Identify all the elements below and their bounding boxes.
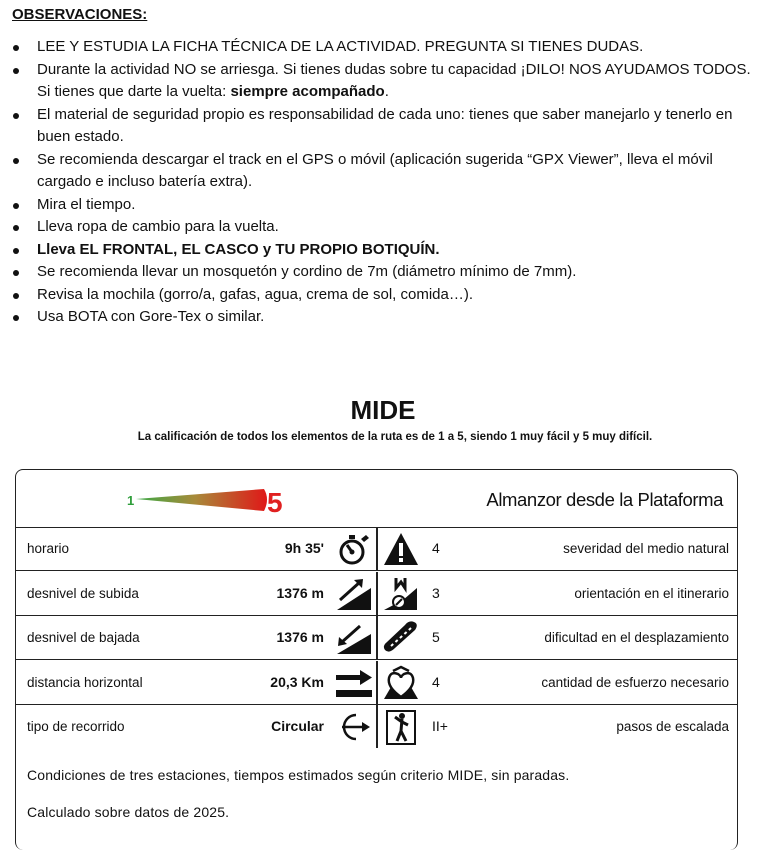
list-item [10, 216, 762, 239]
list-item-text: El material de seguridad propio es responsabilidad de cada uno: tienes que saber manejarlo y tenerlo en buen estado. [37, 105, 733, 145]
warning-triangle-icon [381, 531, 421, 567]
observations-list [10, 36, 762, 329]
list-item-text: Mira el tiempo. [37, 195, 136, 213]
column-divider [376, 616, 378, 659]
row-score: 4 [432, 673, 440, 690]
orientation-sign-icon [381, 576, 421, 612]
scale-max-label: 5 [267, 487, 283, 516]
circular-route-icon [334, 709, 374, 745]
heart-effort-icon [381, 665, 421, 701]
observations-title: OBSERVACIONES: [12, 6, 148, 23]
mide-footnote: Condiciones de tres estaciones, tiempos estimados según criterio MIDE, sin paradas. [27, 767, 570, 783]
mide-subtitle: La calificación de todos los elementos de la ruta es de 1 a 5, siendo 1 muy fácil y 5 muy difícil. [137, 431, 653, 443]
mide-row-horario [16, 527, 737, 571]
difficulty-scale-icon [124, 484, 299, 516]
row-label: desnivel de subida [27, 585, 139, 601]
list-item-text: Revisa la mochila (gorro/a, gafas, agua, crema de sol, comida…). [37, 285, 474, 303]
row-score: II+ [432, 718, 448, 734]
ascent-icon [334, 576, 374, 612]
column-divider [376, 661, 378, 704]
climber-icon [381, 709, 421, 745]
list-item [10, 306, 762, 329]
mide-title: MIDE [350, 395, 416, 425]
mide-footnote: Calculado sobre datos de 2025. [27, 804, 230, 820]
list-item [10, 149, 762, 194]
column-divider [376, 705, 378, 748]
list-item [10, 239, 762, 262]
list-item [10, 261, 762, 284]
mide-row-distancia [16, 661, 737, 705]
row-right-label: severidad del medio natural [563, 541, 729, 556]
row-right-label: dificultad en el desplazamiento [544, 630, 729, 645]
scale-min-label: 1 [127, 493, 135, 508]
row-label: distancia horizontal [27, 674, 143, 690]
row-label: tipo de recorrido [27, 719, 125, 734]
list-item-text: LEE Y ESTUDIA LA FICHA TÉCNICA DE LA ACTIVIDAD. PREGUNTA SI TIENES DUDAS. [37, 38, 644, 55]
list-item-text: Se recomienda llevar un mosquetón y cordino de 7m (diámetro mínimo de 7mm). [37, 263, 577, 280]
list-item-text: Durante la actividad NO se arriesga. Si tienes dudas sobre tu capacidad ¡DILO! NOS AYUDAMOS TODOS. Si tienes que darte la vuelta: [37, 60, 751, 100]
mide-card [15, 469, 738, 850]
row-value: 20,3 Km [270, 673, 324, 690]
row-score: 5 [432, 629, 440, 645]
mide-row-desnivel-bajada [16, 616, 737, 660]
route-name: Almanzor desde la Plataforma [486, 489, 723, 510]
list-item [10, 104, 762, 149]
list-item [10, 194, 762, 217]
list-item [10, 36, 762, 59]
row-right-label: orientación en el itinerario [574, 585, 729, 601]
mide-row-desnivel-subida [16, 572, 737, 616]
row-label: horario [27, 541, 70, 556]
row-right-label: pasos de escalada [616, 719, 729, 734]
column-divider [376, 572, 378, 615]
descent-icon [334, 620, 374, 656]
row-label: desnivel de bajada [27, 630, 140, 645]
row-right-label: cantidad de esfuerzo necesario [541, 674, 729, 690]
row-value: Circular [271, 718, 324, 734]
list-item [10, 59, 762, 104]
list-item-text: Se recomienda descargar el track en el GPS o móvil (aplicación sugerida “GPX Viewer”, lleva el móvil cargado e incluso batería extra). [37, 150, 713, 190]
distance-arrow-icon [334, 665, 374, 701]
stopwatch-icon [334, 531, 374, 567]
mide-row-tipo-recorrido [16, 705, 737, 748]
list-item [10, 284, 762, 307]
row-value: 1376 m [276, 629, 324, 645]
list-item-text: Lleva ropa de cambio para la vuelta. [37, 218, 279, 235]
list-item-emphasis: siempre acompañado [230, 83, 385, 100]
list-item-text: Lleva EL FRONTAL, EL CASCO y TU PROPIO BOTIQUÍN. [37, 240, 440, 258]
row-score: 4 [432, 540, 440, 556]
row-value: 9h 35' [284, 540, 324, 556]
mide-card-header [16, 470, 737, 528]
footprint-icon [381, 620, 421, 656]
column-divider [376, 527, 378, 570]
list-item-text: . [384, 83, 389, 100]
row-value: 1376 m [276, 584, 324, 601]
row-score: 3 [432, 584, 440, 601]
list-item-text: Usa BOTA con Gore-Tex o similar. [37, 308, 265, 325]
